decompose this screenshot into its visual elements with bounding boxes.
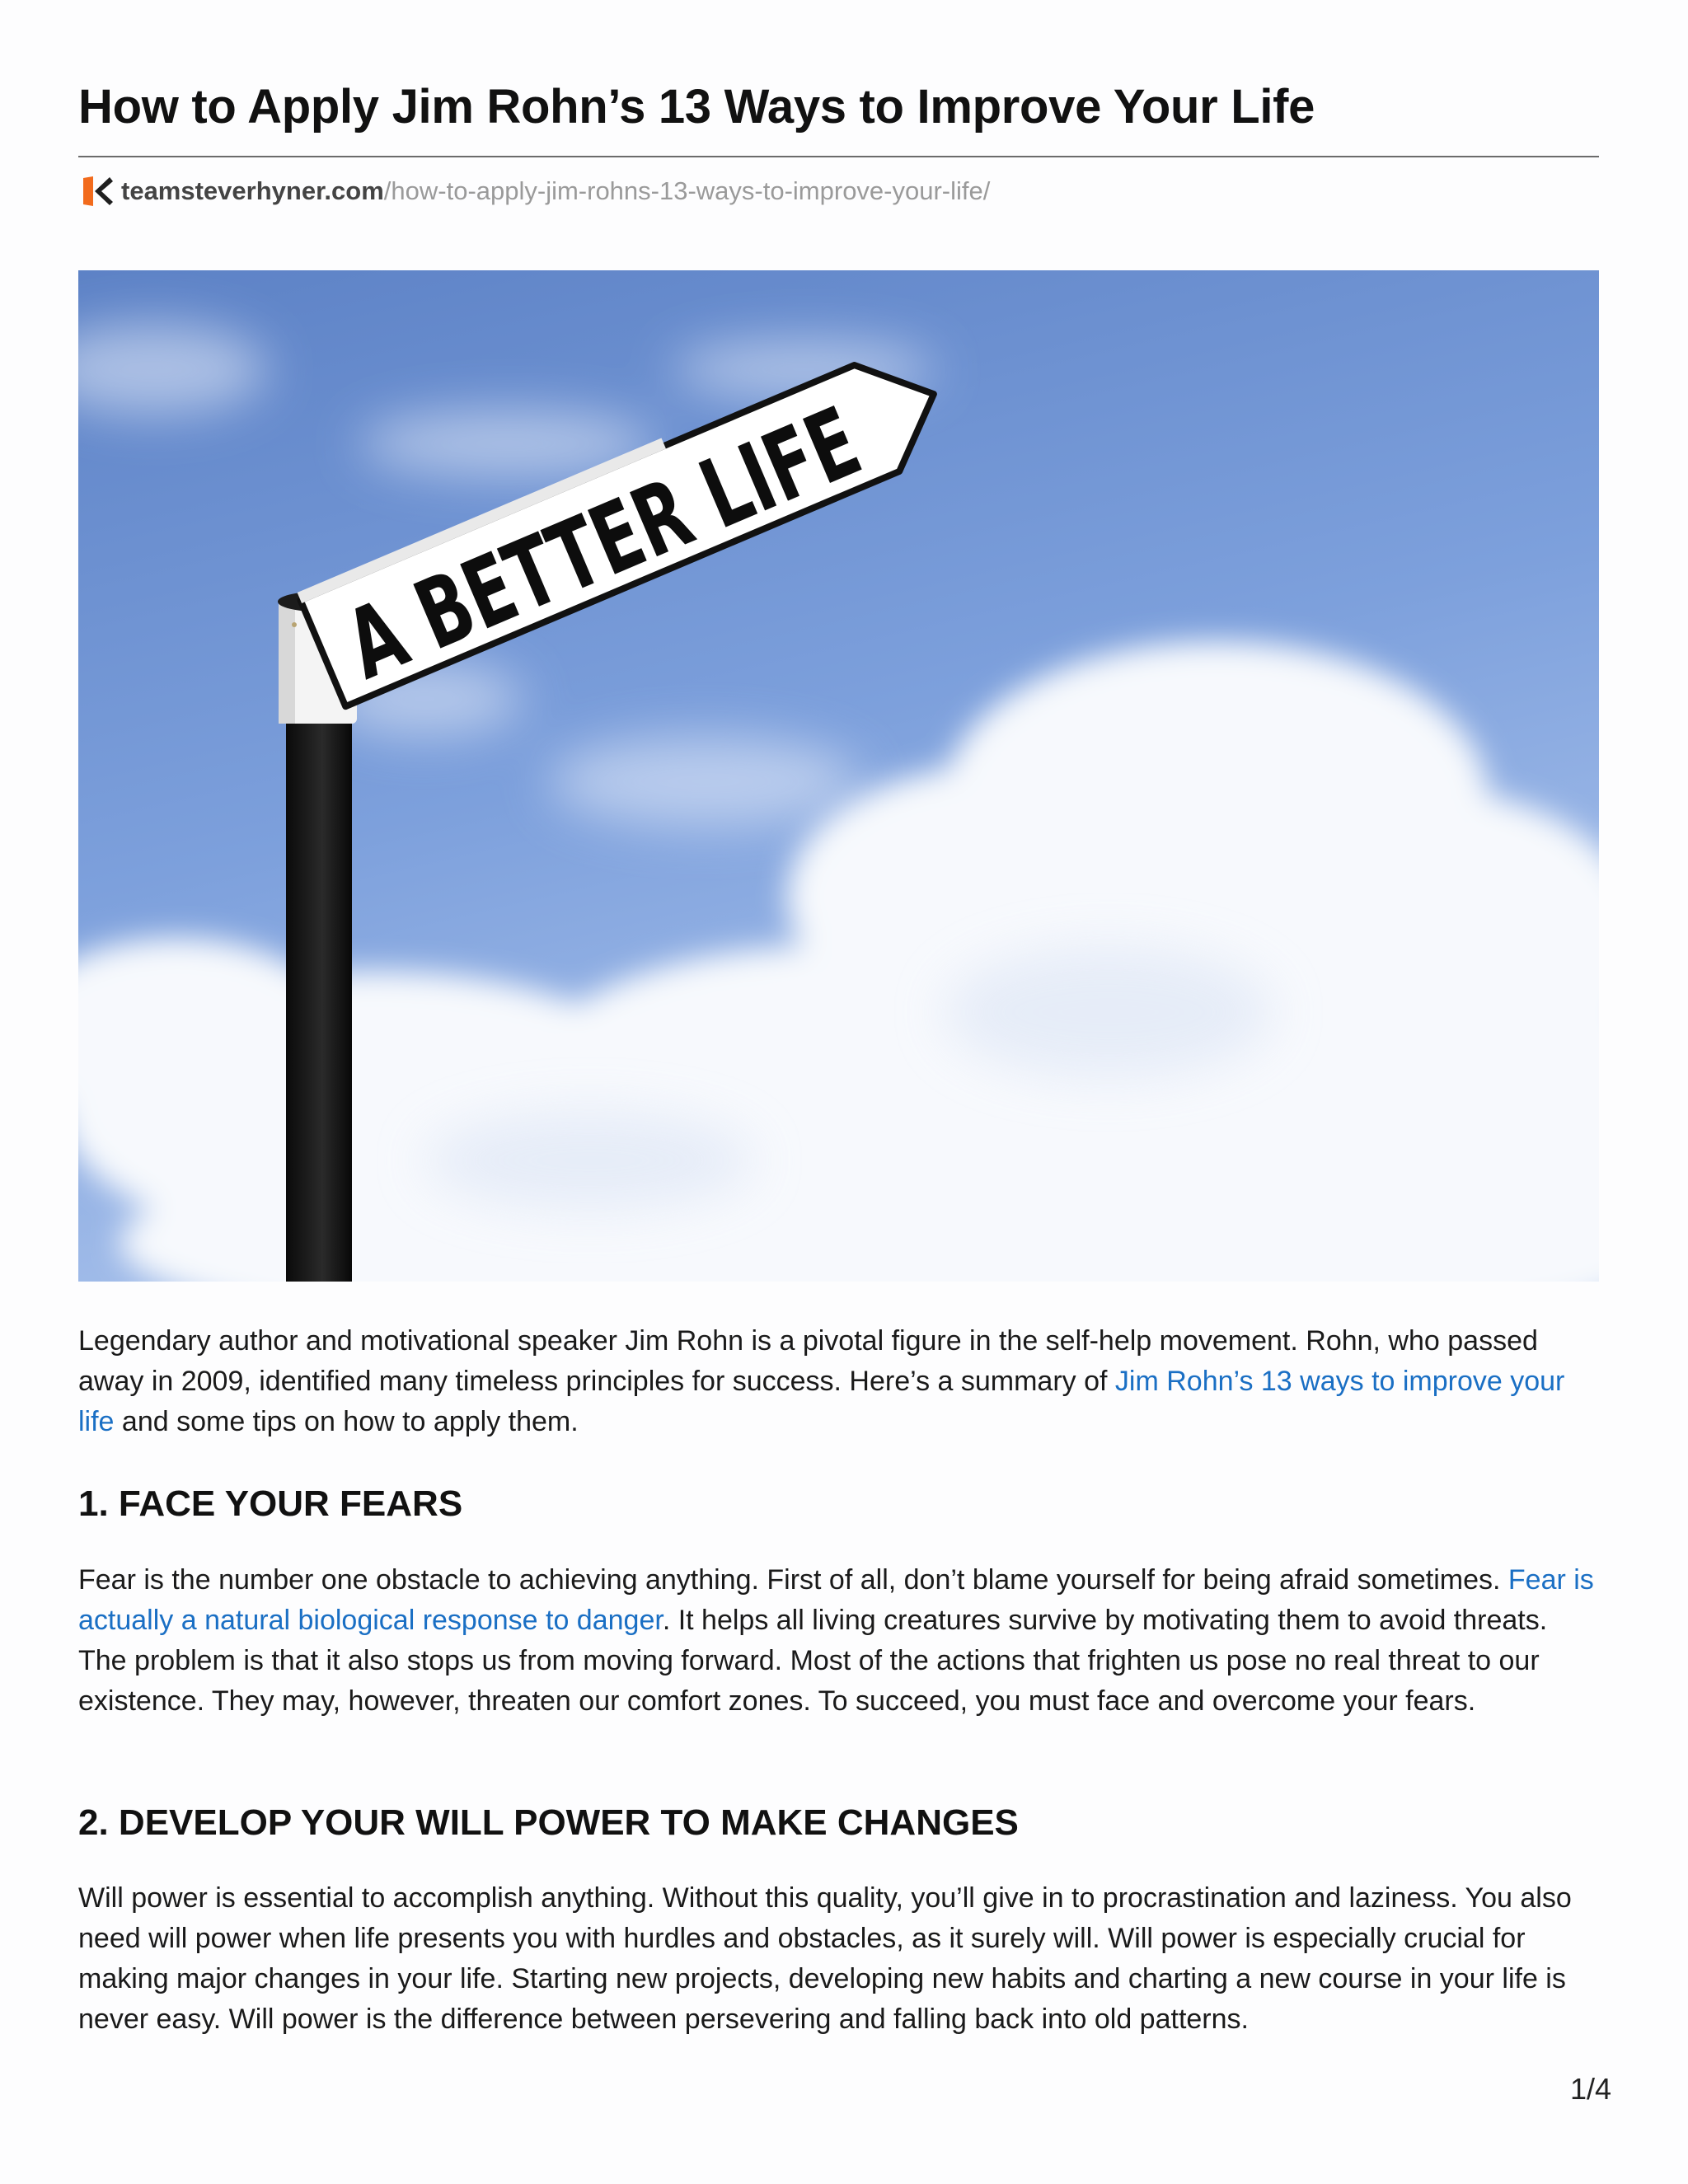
source-path[interactable]: /how-to-apply-jim-rohns-13-ways-to-improve-your-life/	[383, 176, 991, 205]
source-domain[interactable]: teamsteverhyner.com	[121, 176, 384, 205]
intro-text-end: and some tips on how to apply them.	[114, 1406, 579, 1437]
rohn-13-ways-link[interactable]: Jim Rohn’s 13 ways to improve your life	[78, 1366, 1565, 1437]
section-heading-2: 2. DEVELOP YOUR WILL POWER TO MAKE CHANGES	[78, 1802, 1019, 1843]
site-logo-icon	[78, 175, 115, 208]
section-1-text-end: . It helps all living creatures survive by motivating them to avoid threats. The problem is that it also stops us from moving forward. Most of the actions that frighten us pose no real threat to our existence. They may, however, threaten our comfort zones. To succeed, you must face and overcome your fears.	[78, 1605, 1548, 1717]
page-number: 1/4	[1569, 2072, 1611, 2106]
intro-paragraph	[78, 1321, 1599, 1442]
hero-image	[78, 270, 1599, 1282]
section-body-1	[78, 1560, 1599, 1722]
section-heading-1: 1. FACE YOUR FEARS	[78, 1483, 463, 1524]
hero-sign-text: A BETTER LIFE	[331, 295, 1090, 701]
section-1-text: Fear is the number one obstacle to achieving anything. First of all, don’t blame yourself for being afraid sometimes.	[78, 1564, 1508, 1596]
title-divider	[78, 156, 1599, 157]
intro-text: Legendary author and motivational speaker Jim Rohn is a pivotal figure in the self-help movement. Rohn, who passed away in 2009, identified many timeless principles for success. Here’s a summary of	[78, 1325, 1538, 1397]
page-title: How to Apply Jim Rohn’s 13 Ways to Improve Your Life	[78, 80, 1315, 134]
fear-response-link[interactable]: Fear is actually a natural biological response to danger	[78, 1564, 1594, 1636]
section-body-2: Will power is essential to accomplish anything. Without this quality, you’ll give in to procrastination and laziness. You also need will power when life presents you with hurdles and obstacles, as it surely will. Will power is especially crucial for making major changes in your life. Starting new projects, developing new habits and charting a new course in your life is never easy. Will power is the difference between persevering and falling back into old patterns.	[78, 1882, 1572, 2035]
source-link[interactable]	[78, 175, 990, 208]
